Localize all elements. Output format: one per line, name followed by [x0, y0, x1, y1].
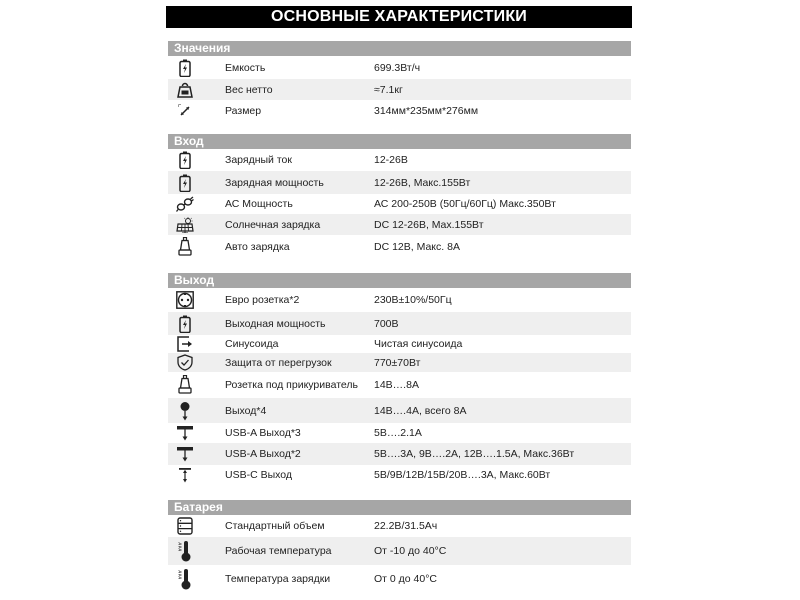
- shield-check-icon: [176, 354, 194, 372]
- spec-value: 5В….3А, 9В….2А, 12В….1.5А, Макс.36Вт: [374, 448, 575, 460]
- spec-label: Синусоида: [225, 338, 279, 350]
- spec-label: АС Мощность: [225, 198, 293, 210]
- spec-row: [168, 149, 631, 171]
- spec-label: USB-A Выход*2: [225, 448, 301, 460]
- spec-label: Рабочая температура: [225, 545, 332, 557]
- spec-value: DC 12В, Макс. 8А: [374, 241, 460, 253]
- spec-label: Стандартный объем: [225, 520, 325, 532]
- section-header: Значения: [168, 41, 631, 56]
- solar-panel-icon: [176, 216, 194, 234]
- spec-row: [168, 423, 631, 443]
- battery-charge-icon: [176, 151, 194, 169]
- spec-row: [168, 465, 631, 485]
- spec-value: 14В….8А: [374, 379, 419, 391]
- spec-label: Евро розетка*2: [225, 294, 300, 306]
- section-header: Выход: [168, 273, 631, 288]
- thermometer-icon: [176, 542, 194, 560]
- spec-label: Розетка под прикуриватель: [225, 379, 358, 391]
- battery-charge-icon: [176, 174, 194, 192]
- spec-row: [168, 100, 631, 121]
- car-charger-icon: [176, 238, 194, 256]
- spec-label: Выходная мощность: [225, 317, 326, 330]
- spec-value: 314мм*235мм*276мм: [374, 104, 479, 117]
- usb-a-icon: [176, 445, 194, 463]
- battery-charge-icon: [176, 315, 194, 333]
- section-values: [168, 41, 631, 121]
- output-arrow-icon: [176, 335, 194, 353]
- ac-plug-icon: [176, 195, 194, 213]
- spec-value: От 0 до 40°C: [374, 573, 437, 585]
- spec-row: [168, 194, 631, 214]
- spec-value: 5В/9В/12В/15В/20В….3А, Макс.60Вт: [374, 469, 551, 481]
- spec-row: [168, 353, 631, 372]
- battery-cells-icon: [176, 517, 194, 535]
- spec-row: [168, 398, 631, 423]
- spec-label: Размер: [225, 104, 262, 117]
- spec-row: [168, 56, 631, 79]
- spec-value: Чистая синусоида: [374, 338, 463, 350]
- spec-label: Защита от перегрузок: [225, 356, 332, 369]
- spec-value: DC 12-26В, Max.155Вт: [374, 218, 484, 231]
- spec-label: Вес нетто: [225, 83, 273, 96]
- spec-value: 230В±10%/50Гц: [374, 294, 452, 306]
- spec-row: [168, 235, 631, 259]
- spec-label: Выход*4: [225, 404, 267, 417]
- spec-value: 14В….4А, всего 8А: [374, 404, 467, 417]
- spec-label: Емкость: [225, 61, 266, 74]
- usb-a-icon: [176, 424, 194, 442]
- euro-socket-icon: [176, 291, 194, 309]
- spec-value: 22.2В/31.5Ач: [374, 520, 438, 532]
- spec-label: Зарядная мощность: [225, 176, 324, 189]
- spec-value: От -10 до 40°C: [374, 545, 447, 557]
- spec-label: USB-C Выход: [225, 469, 293, 481]
- section-output: [168, 273, 631, 485]
- usb-c-icon: [176, 466, 194, 484]
- spec-row: [168, 288, 631, 312]
- spec-label: Температура зарядки: [225, 573, 331, 585]
- spec-value: 770±70Вт: [374, 356, 421, 369]
- section-header: Батарея: [168, 500, 631, 515]
- battery-charge-icon: [176, 59, 194, 77]
- spec-row: [168, 565, 631, 593]
- section-battery: [168, 500, 631, 593]
- thermometer-icon: [176, 570, 194, 588]
- spec-value: АС 200-250В (50Гц/60Гц) Макс.350Вт: [374, 198, 556, 210]
- spec-label: Солнечная зарядка: [225, 218, 321, 231]
- spec-value: 12-26В: [374, 154, 408, 166]
- car-charger-icon: [176, 376, 194, 394]
- spec-value: 699.3Вт/ч: [374, 61, 421, 74]
- spec-row: [168, 312, 631, 335]
- spec-row: [168, 171, 631, 194]
- spec-row: [168, 214, 631, 235]
- page-title: ОСНОВНЫЕ ХАРАКТЕРИСТИКИ: [166, 6, 632, 28]
- spec-label: USB-A Выход*3: [225, 427, 301, 439]
- spec-value: 700В: [374, 317, 399, 330]
- spec-row: [168, 335, 631, 353]
- spec-label: Авто зарядка: [225, 241, 290, 253]
- spec-row: [168, 372, 631, 398]
- dc-output-icon: [176, 402, 194, 420]
- spec-row: [168, 515, 631, 537]
- weight-icon: [176, 81, 194, 99]
- spec-value: 5В….2.1А: [374, 427, 422, 439]
- spec-value: 12-26В, Макс.155Вт: [374, 176, 471, 189]
- spec-row: [168, 537, 631, 565]
- spec-label: Зарядный ток: [225, 154, 292, 166]
- section-input: [168, 134, 631, 259]
- dimension-icon: [176, 102, 194, 120]
- section-header: Вход: [168, 134, 631, 149]
- spec-row: [168, 79, 631, 100]
- spec-value: ≈7.1кг: [374, 83, 403, 96]
- spec-row: [168, 443, 631, 465]
